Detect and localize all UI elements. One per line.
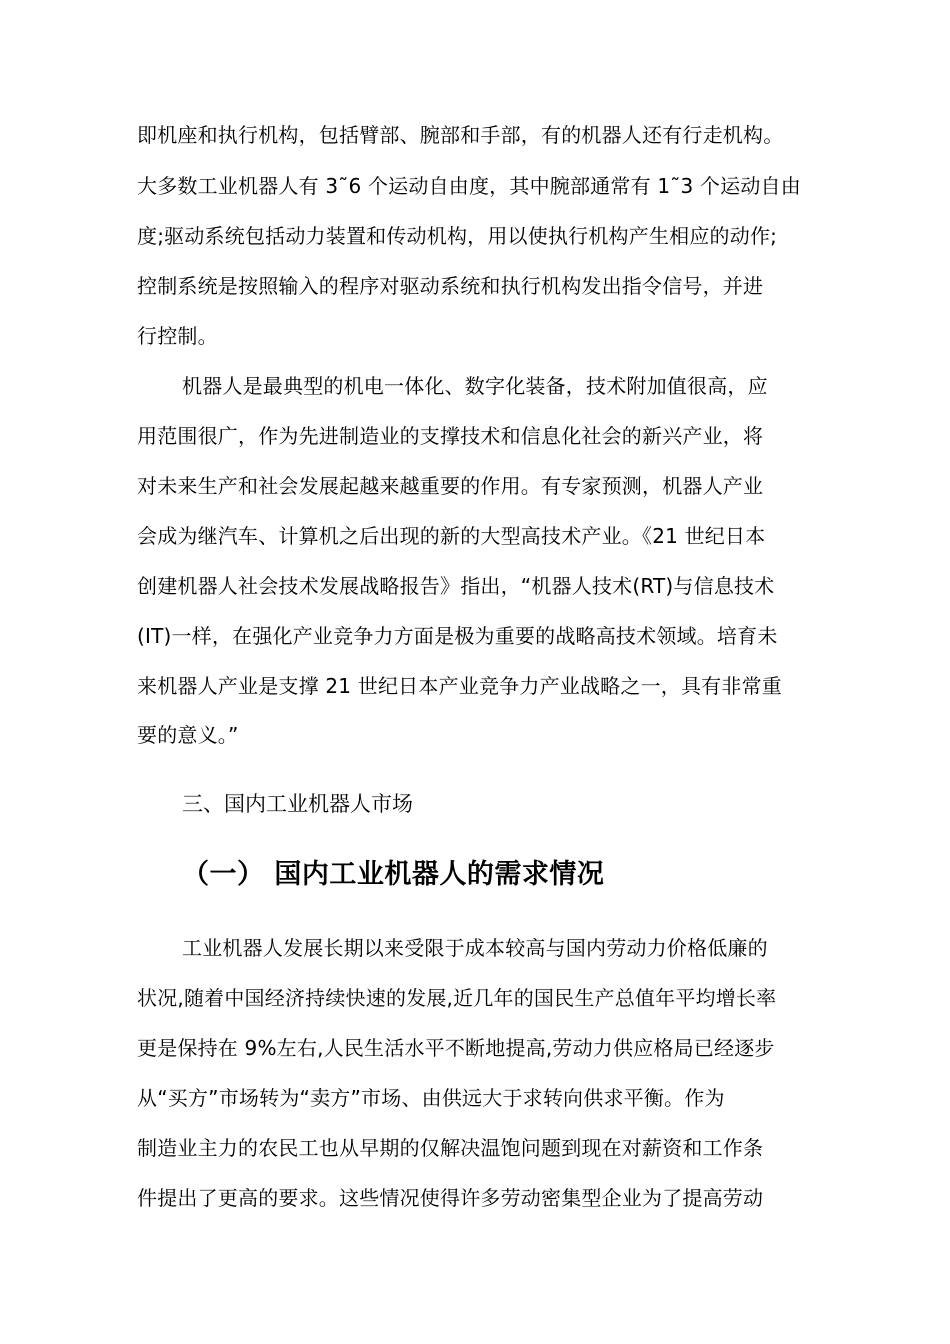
paragraph-2-line-4: 会成为继汽车、计算机之后出现的新的大型高技术产业。《21 世纪日本: [137, 524, 766, 548]
paragraph-2-line-3: 对未来生产和社会发展起越来越重要的作用。有专家预测，机器人产业: [137, 474, 764, 498]
paragraph-2-line-6: (IT)一样，在强化产业竞争力方面是极为重要的战略高技术领域。培育未: [137, 624, 778, 648]
paragraph-3-line-2: 状况,随着中国经济持续快速的发展,近几年的国民生产总值年平均增长率: [137, 986, 777, 1010]
paragraph-3-line-5: 制造业主力的农民工也从早期的仅解决温饱问题到现在对薪资和工作条: [137, 1136, 764, 1160]
paragraph-1-line-2: 大多数工业机器人有 3˜6 个运动自由度，其中腕部通常有 1˜3 个运动自由: [137, 174, 801, 198]
paragraph-3-line-6: 件提出了更高的要求。这些情况使得许多劳动密集型企业为了提高劳动: [137, 1186, 764, 1210]
paragraph-2-line-1: 机器人是最典型的机电一体化、数字化装备，技术附加值很高，应: [182, 374, 768, 398]
paragraph-3-line-1: 工业机器人发展长期以来受限于成本较高与国内劳动力价格低廉的: [182, 936, 768, 960]
paragraph-2-line-8: 要的意义。”: [137, 723, 239, 747]
paragraph-2-line-5: 创建机器人社会技术发展战略报告》指出，“机器人技术(RT)与信息技术: [137, 574, 775, 598]
paragraph-3-line-4: 从“买方”市场转为“卖方”市场、由供远大于求转向供求平衡。作为: [137, 1086, 725, 1110]
paragraph-2-line-2: 用范围很广，作为先进制造业的支撑技术和信息化社会的新兴产业，将: [137, 424, 764, 448]
paragraph-1-line-5: 行控制。: [137, 324, 218, 348]
subsection-heading: （一） 国内工业机器人的需求情况: [182, 859, 605, 890]
paragraph-2-line-7: 来机器人产业是支撑 21 世纪日本产业竞争力产业战略之一，具有非常重: [137, 674, 782, 698]
paragraph-1-line-4: 控制系统是按照输入的程序对驱动系统和执行机构发出指令信号，并进: [137, 274, 764, 298]
paragraph-1-line-3: 度;驱动系统包括动力装置和传动机构，用以使执行机构产生相应的动作;: [137, 224, 778, 248]
paragraph-1-line-1: 即机座和执行机构，包括臂部、腕部和手部，有的机器人还有行走机构。: [137, 123, 784, 147]
section-heading: 三、国内工业机器人市场: [182, 792, 413, 816]
paragraph-3-line-3: 更是保持在 9%左右,人民生活水平不断地提高,劳动力供应格局已经逐步: [137, 1036, 775, 1060]
